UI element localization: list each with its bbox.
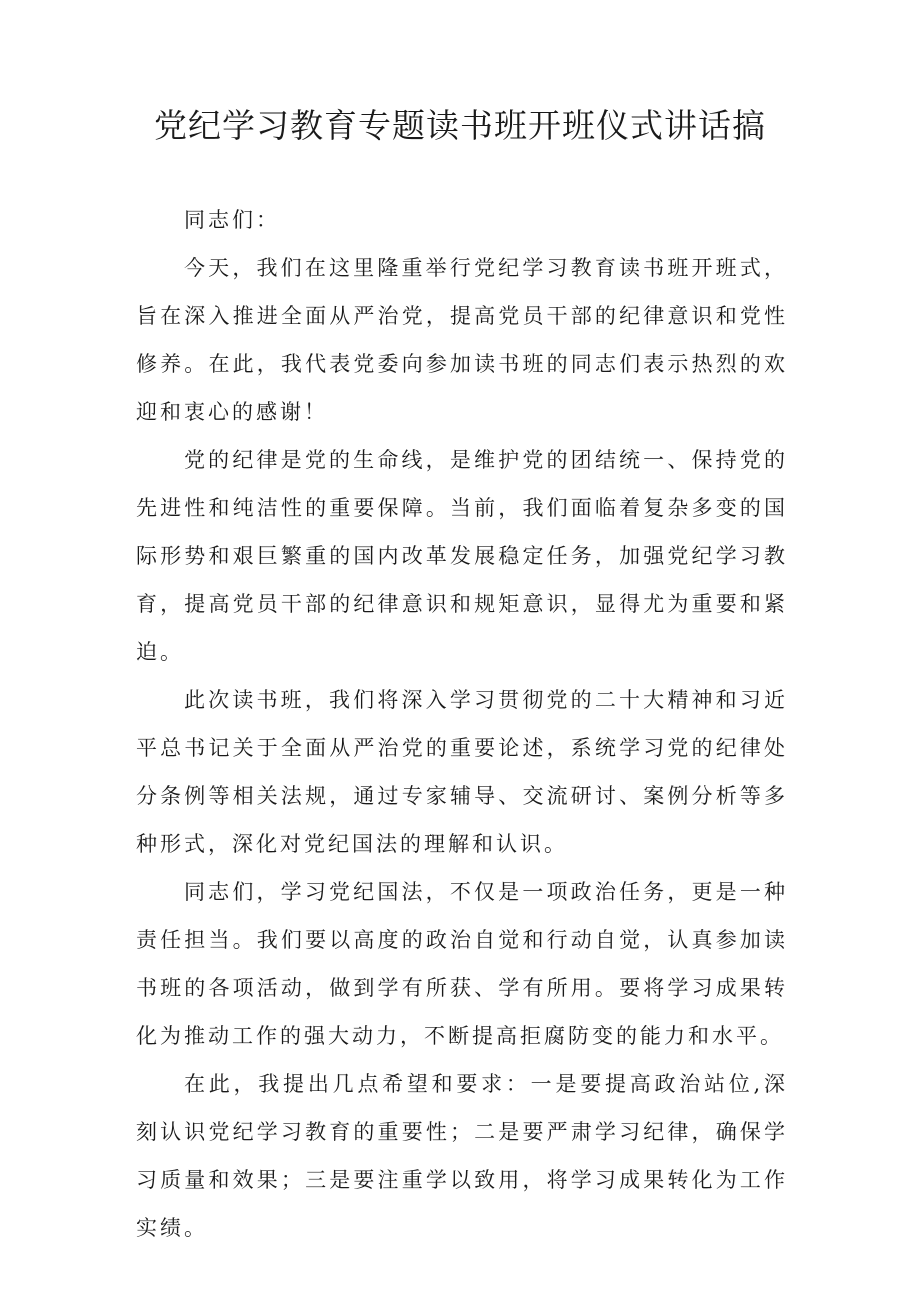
paragraph-1: 今天，我们在这里隆重举行党纪学习教育读书班开班式，旨在深入推进全面从严治党，提高党员干部的纪律意识和党性修养。在此，我代表党委向参加读书班的同志们表示热烈的欢迎和衷心的感谢！ bbox=[136, 256, 788, 424]
document-title: 党纪学习教育专题读书班开班仪式讲话搞 bbox=[154, 106, 766, 145]
document-body bbox=[136, 196, 788, 1252]
paragraph-5: 在此，我提出几点希望和要求：一是要提高政治站位,深刻认识党纪学习教育的重要性；二是要严肃学习纪律，确保学习质量和效果；三是要注重学以致用，将学习成果转化为工作实绩。 bbox=[136, 1072, 788, 1240]
paragraph-2: 党的纪律是党的生命线，是维护党的团结统一、保持党的先进性和纯洁性的重要保障。当前，我们面临着复杂多变的国际形势和艰巨繁重的国内改革发展稳定任务，加强党纪学习教育，提高党员干部的纪律意识和规矩意识，显得尤为重要和紧迫。 bbox=[136, 448, 788, 664]
paragraph-4: 同志们，学习党纪国法，不仅是一项政治任务，更是一种责任担当。我们要以高度的政治自觉和行动自觉，认真参加读书班的各项活动，做到学有所获、学有所用。要将学习成果转化为推动工作的强大动力，不断提高拒腐防变的能力和水平。 bbox=[136, 880, 788, 1048]
paragraph-3: 此次读书班，我们将深入学习贯彻党的二十大精神和习近平总书记关于全面从严治党的重要论述，系统学习党的纪律处分条例等相关法规，通过专家辅导、交流研讨、案例分析等多种形式，深化对党纪国法的理解和认识。 bbox=[136, 688, 788, 856]
greeting: 同志们： bbox=[184, 208, 280, 232]
